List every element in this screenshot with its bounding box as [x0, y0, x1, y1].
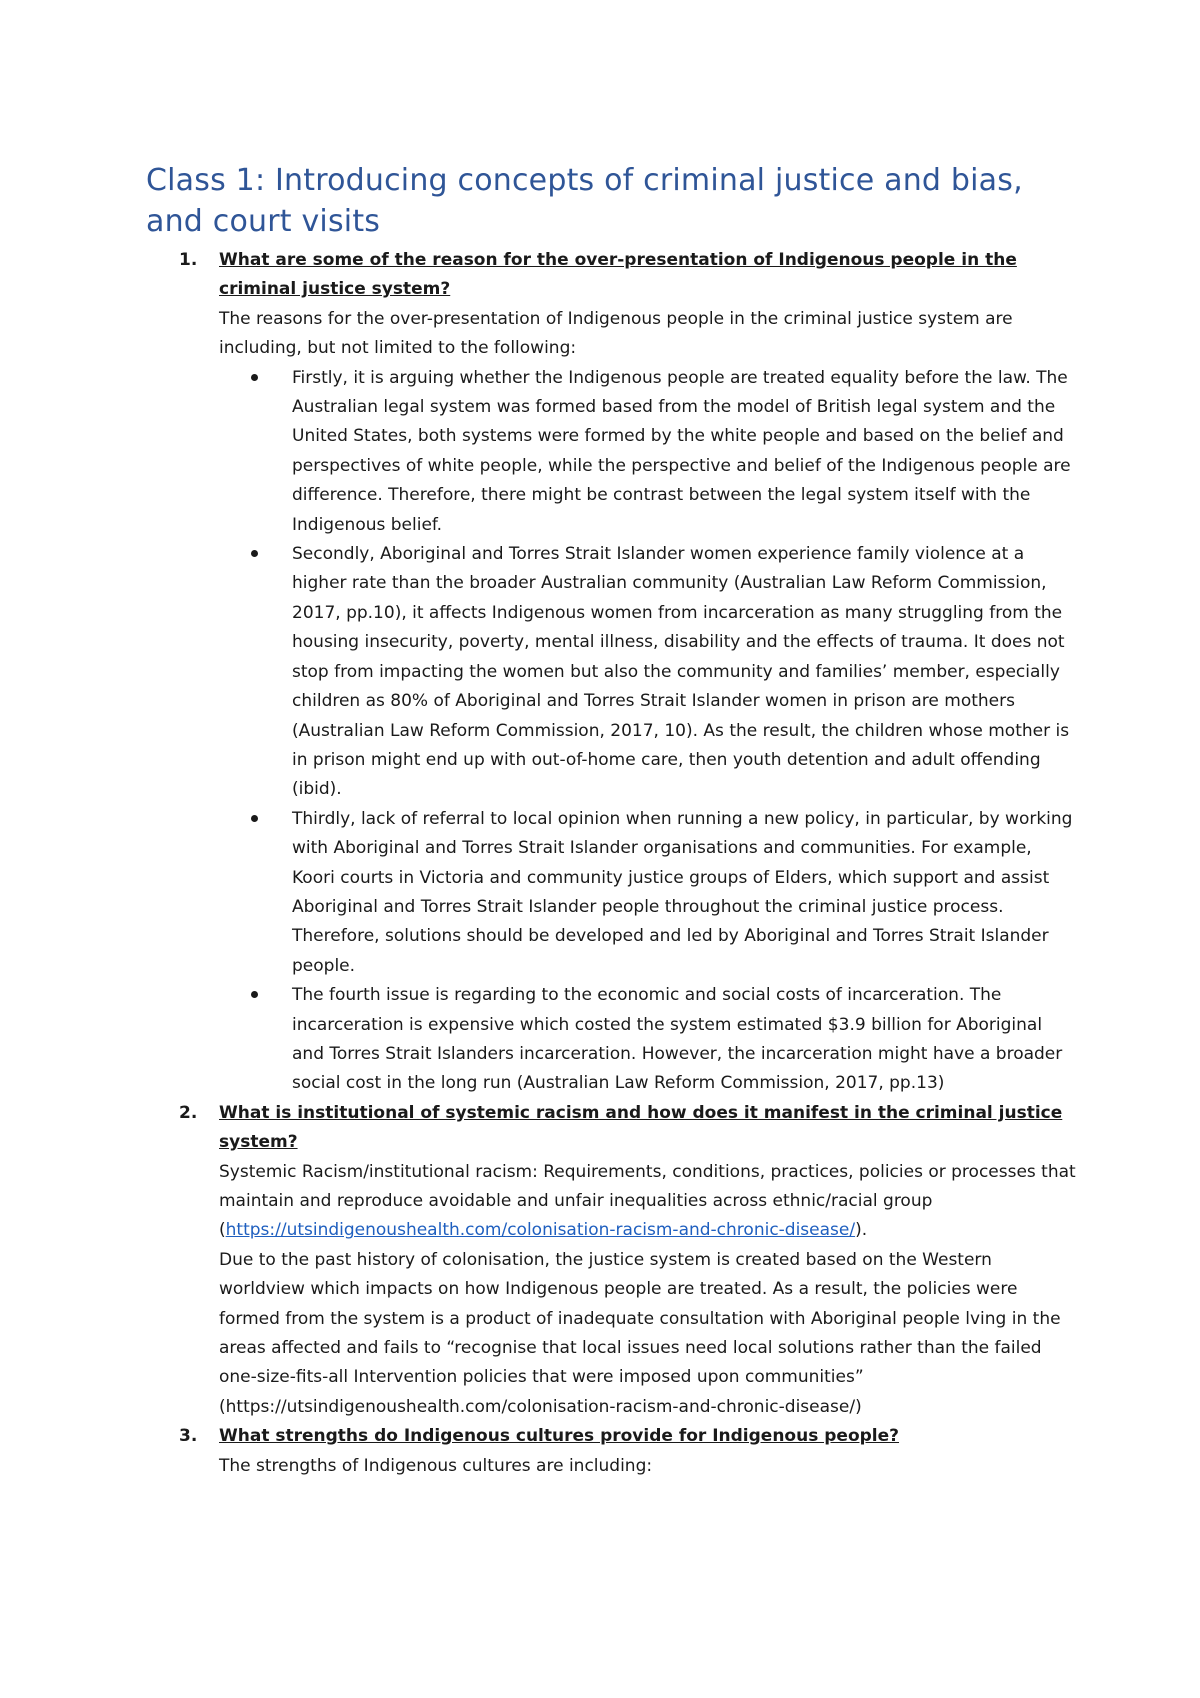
source-link[interactable]: https://utsindigenoushealth.com/colonisation-racism-and-chronic-disease/ — [225, 1220, 856, 1241]
bullet-item — [219, 981, 1076, 1099]
definition-paragraph — [219, 1158, 1076, 1246]
question-item — [146, 246, 1076, 1099]
question-item — [146, 1422, 1076, 1481]
bullet-text: The fourth issue is regarding to the economic and social costs of incarceration. The incarceration is expensive which costed the system estimated $3.9 billion for Aboriginal and Torres Strait Islanders incarceration. However, the incarceration might have a broader social cost in the long run (Australian Law Reform Commission, 2017, pp.13) — [292, 985, 1063, 1094]
definition-text: Systemic Racism/institutional racism: Requirements, conditions, practices, policies or processes that maintain and reproduce avoidable and unfair inequalities across ethnic/racial group ( — [219, 1161, 1076, 1241]
question-title: What is institutional of systemic racism and how does it manifest in the criminal justice system? — [219, 1102, 1063, 1153]
question-number: 2. — [179, 1102, 198, 1123]
question-title: What are some of the reason for the over-presentation of Indigenous people in the criminal justice system? — [219, 250, 1017, 300]
bullet-item — [219, 364, 1076, 540]
bullet-text: Thirdly, lack of referral to local opinion when running a new policy, in particular, by working with Aboriginal and Torres Strait Islander organisations and communities. For example, Koori courts in Victoria and community justice groups of Elders, which support and assist Aboriginal and Torres Strait Islander people throughout the criminal justice process. Therefore, solutions should be developed and led by Aboriginal and Torres Strait Islander people. — [292, 808, 1073, 976]
page-title: Class 1: Introducing concepts of criminal justice and bias, and court visits — [146, 163, 1023, 239]
bullet-item — [219, 805, 1076, 981]
bullet-icon — [251, 550, 258, 557]
question-intro: The strengths of Indigenous cultures are including: — [219, 1455, 653, 1476]
body-paragraph: Due to the past history of colonisation, the justice system is created based on the Western worldview which impacts on how Indigenous people are treated. As a result, the policies were formed from the system is a product of inadequate consultation with Aboriginal people lving in the areas affected and fails to “recognise that local issues need local solutions rather than the failed one-size-fits-all Intervention policies that were imposed upon communities” (https://utsindigenoushealth.com/colonisation-racism-and-chronic-disease/) — [219, 1249, 1061, 1417]
question-item — [146, 1099, 1076, 1422]
definition-close: ). — [855, 1220, 868, 1241]
question-list — [146, 246, 1076, 1481]
bullet-text: Firstly, it is arguing whether the Indigenous people are treated equality before the law. The Australian legal system was formed based from the model of British legal system and the United States, both systems were formed by the white people and based on the belief and perspectives of white people, while the perspective and belief of the Indigenous people are difference. Therefore, there might be contrast between the legal system itself with the Indigenous belief. — [292, 367, 1071, 535]
document-page — [146, 160, 1076, 1481]
bullet-icon — [251, 991, 258, 998]
bullet-item — [219, 540, 1076, 805]
question-intro: The reasons for the over-presentation of Indigenous people in the criminal justice system are including, but not limited to the following: — [219, 308, 1013, 359]
question-title: What strengths do Indigenous cultures provide for Indigenous people? — [219, 1426, 900, 1447]
bullet-text: Secondly, Aboriginal and Torres Strait Islander women experience family violence at a higher rate than the broader Australian community (Australian Law Reform Commission, 2017, pp.10), it affects Indigenous women from incarceration as many struggling from the housing insecurity, poverty, mental illness, disability and the effects of trauma. It does not stop from impacting the women but also the community and families’ member, especially children as 80% of Aboriginal and Torres Strait Islander women in prison are mothers (Australian Law Reform Commission, 2017, 10). As the result, the children whose mother is in prison might end up with out-of-home care, then youth detention and adult offending (ibid). — [292, 544, 1070, 800]
bullet-list — [219, 364, 1076, 1099]
bullet-icon — [251, 815, 258, 822]
question-number: 3. — [179, 1426, 198, 1447]
bullet-icon — [251, 374, 258, 381]
question-number: 1. — [179, 250, 198, 270]
